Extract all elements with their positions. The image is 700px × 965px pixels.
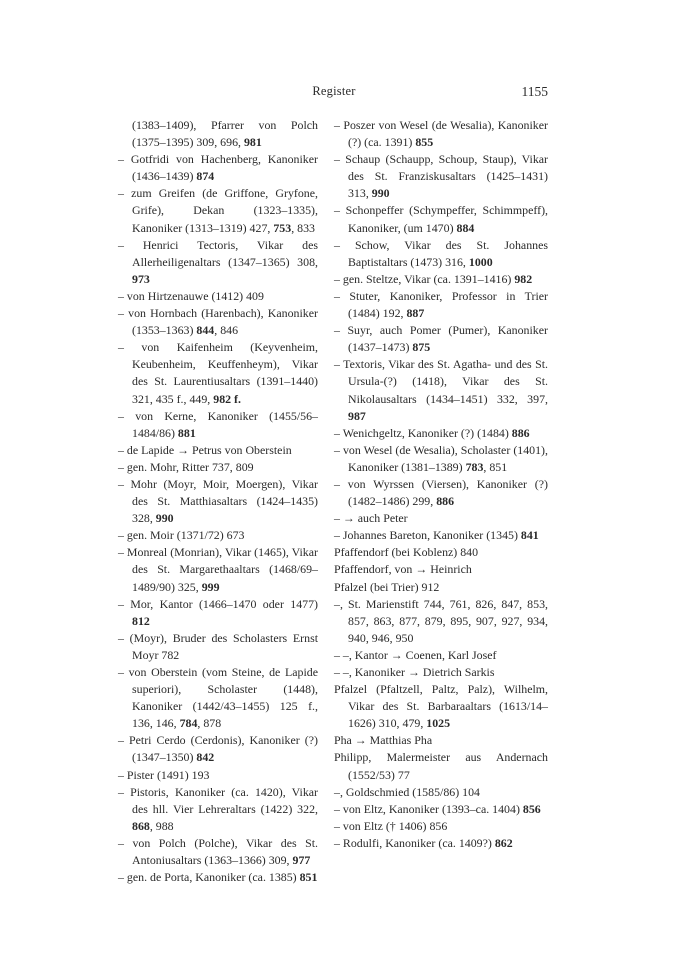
entry-text: – Wenichgeltz, Kanoniker (?) (1484)	[334, 425, 512, 440]
entry-page-refs: , 851	[483, 459, 508, 474]
entry-text: – gen. de Porta, Kanoniker (ca. 1385)	[118, 870, 300, 885]
index-entry	[118, 305, 318, 339]
entry-main-page-ref: 999	[201, 579, 220, 594]
running-head	[120, 84, 548, 102]
right-index-column	[334, 117, 548, 852]
index-entry	[118, 527, 318, 544]
entry-text: –, St. Marienstift 744, 761, 826, 847, 853, 857, 863, 877, 879, 895, 907, 927, 934, 940, 946, 950	[334, 596, 548, 645]
entry-text: – Schonpeffer (Schympeffer, Schimmpeff), Kanoniker, (um 1470)	[334, 203, 548, 235]
index-entry	[334, 681, 548, 732]
entry-main-page-ref: 973	[132, 271, 150, 286]
index-entry	[334, 322, 548, 356]
entry-main-page-ref: 887	[406, 306, 425, 321]
entry-text: – von Kaifenheim (Keyvenheim, Keubenheim, Keuffenheym), Vikar des St. Laurentiusaltars (1391–1440) 321, 435 f., 449,	[118, 340, 318, 406]
entry-main-page-ref: 856	[522, 801, 541, 816]
index-entry	[334, 117, 548, 151]
index-entry	[118, 408, 318, 442]
index-entry	[334, 271, 548, 288]
entry-main-page-ref: 990	[371, 186, 390, 201]
entry-text: – Pistoris, Kanoniker (ca. 1420), Vikar des hll. Vier Lehreraltars (1422) 322,	[118, 784, 318, 816]
index-entry	[118, 767, 318, 784]
entry-text: –, Goldschmied (1585/86) 104	[334, 784, 480, 799]
entry-text: – von Oberstein (vom Steine, de Lapide superiori), Scholaster (1448), Kanoniker (1442/43–1455) 125 f., 136, 146,	[118, 665, 318, 731]
page-number: 1155	[521, 84, 548, 99]
entry-text: – Gotfridi von Hachenberg, Kanoniker (1436–1439)	[118, 152, 318, 184]
index-entry	[334, 425, 548, 442]
index-entry	[334, 664, 548, 681]
index-entry	[118, 596, 318, 630]
index-entry	[118, 630, 318, 664]
entry-text: – von Eltz († 1406) 856	[334, 818, 448, 833]
running-head-title: Register	[312, 84, 356, 98]
index-entry	[334, 442, 548, 476]
entry-text: Pfalzel (bei Trier) 912	[334, 579, 440, 594]
index-entry	[334, 732, 548, 749]
entry-main-page-ref: 886	[511, 425, 530, 440]
index-entry	[118, 459, 318, 476]
entry-main-page-ref: 855	[415, 135, 434, 150]
entry-main-page-ref: 841	[520, 528, 539, 543]
entry-main-page-ref: 987	[348, 408, 366, 423]
index-entry	[334, 527, 548, 544]
entry-text: – Schow, Vikar des St. Johannes Baptistaltars (1473) 316,	[334, 237, 548, 269]
index-entry	[334, 596, 548, 647]
index-entry	[334, 801, 548, 818]
entry-main-page-ref: 753	[273, 220, 292, 235]
entry-text: – Mor, Kantor (1466–1470 oder 1477)	[118, 596, 318, 611]
index-entry	[334, 579, 548, 596]
entry-text: – gen. Moir (1371/72) 673	[118, 528, 245, 543]
entry-text: – Stuter, Kanoniker, Professor in Trier (1484) 192,	[334, 288, 548, 321]
entry-text: – von Eltz, Kanoniker (1393–ca. 1404)	[334, 801, 523, 816]
entry-text: – Petri Cerdo (Cerdonis), Kanoniker (?) (1347–1350)	[118, 733, 318, 765]
entry-main-page-ref: 990	[155, 511, 174, 526]
entry-main-page-ref: 1025	[426, 716, 451, 731]
entry-text: Pfalzel (Pfaltzell, Paltz, Palz), Wilhelm, Vikar des St. Barbaraaltars (1613/14–1626) 310, 479,	[334, 682, 548, 731]
index-entry	[118, 151, 318, 185]
entry-main-page-ref: 784	[179, 716, 198, 731]
entry-page-refs: , 878	[197, 716, 222, 731]
entry-text: Pfaffendorf, von → Heinrich	[334, 562, 472, 577]
entry-text: – von Wesel (de Wesalia), Scholaster (1401), Kanoniker (1381–1389)	[334, 442, 548, 474]
entry-text: – von Polch (Polche), Vikar des St. Antoniusaltars (1363–1366) 309,	[118, 835, 318, 868]
entry-main-page-ref: 982	[514, 271, 533, 286]
index-entry	[334, 237, 548, 271]
entry-text: – Johannes Bareton, Kanoniker (1345)	[334, 528, 521, 543]
entry-main-page-ref: 812	[132, 613, 150, 628]
index-entry	[334, 288, 548, 322]
entry-text: – –, Kantor → Coenen, Karl Josef	[334, 647, 497, 662]
index-entry	[334, 544, 548, 561]
entry-main-page-ref: 977	[292, 853, 311, 868]
entry-text: – Suyr, auch Pomer (Pumer), Kanoniker (1437–1473)	[334, 323, 548, 355]
index-entry	[334, 647, 548, 664]
index-entry	[118, 288, 318, 305]
index-entry	[334, 561, 548, 578]
entry-text: – Mohr (Moyr, Moir, Moergen), Vikar des St. Matthiasaltars (1424–1435) 328,	[118, 476, 318, 526]
entry-text: – von Kerne, Kanoniker (1455/56–1484/86)	[118, 408, 318, 440]
entry-text: Pha → Matthias Pha	[334, 733, 433, 748]
entry-text: – Monreal (Monrian), Vikar (1465), Vikar des St. Margarethaaltars (1468/69–1489/90) 325,	[118, 545, 318, 594]
entry-text: – (Moyr), Bruder des Scholasters Ernst Moyr 782	[118, 630, 318, 662]
entry-text: – gen. Steltze, Vikar (ca. 1391–1416)	[334, 271, 515, 286]
entry-main-page-ref: 981	[243, 135, 262, 150]
entry-main-page-ref: 844	[196, 323, 215, 338]
entry-main-page-ref: 851	[299, 870, 318, 885]
entry-text: (1383–1409), Pfarrer von Polch (1375–1395) 309, 696,	[132, 118, 318, 150]
index-entry	[118, 835, 318, 869]
entry-text: – zum Greifen (de Griffone, Gryfone, Grife), Dekan (1323–1335), Kanoniker (1313–1319) 427,	[118, 186, 318, 235]
entry-main-page-ref: 886	[436, 494, 455, 509]
entry-page-refs: , 846	[214, 323, 239, 338]
entry-main-page-ref: 884	[456, 220, 475, 235]
index-entry	[334, 202, 548, 236]
entry-text: – Poszer von Wesel (de Wesalia), Kanoniker (?) (ca. 1391)	[334, 118, 548, 150]
index-entry	[118, 442, 318, 459]
entry-text: – von Hirtzenauwe (1412) 409	[118, 288, 264, 303]
index-entry	[334, 818, 548, 835]
index-entry	[118, 476, 318, 527]
entry-text: – gen. Mohr, Ritter 737, 809	[118, 459, 254, 474]
entry-page-refs: , 988	[149, 818, 174, 833]
entry-main-page-ref: 982 f.	[213, 391, 241, 406]
index-entry	[334, 749, 548, 783]
index-entry	[334, 151, 548, 202]
entry-main-page-ref: 783	[465, 459, 484, 474]
index-entry	[118, 339, 318, 407]
entry-text: – Textoris, Vikar des St. Agatha- und des St. Ursula-(?) (1418), Vikar des St. Nikolausaltars (1434–1451) 332, 397,	[334, 357, 548, 406]
index-entry	[334, 784, 548, 801]
entry-text: – von Hornbach (Harenbach), Kanoniker (1353–1363)	[118, 306, 318, 338]
entry-main-page-ref: 881	[177, 425, 196, 440]
index-entry	[118, 117, 318, 151]
index-entry	[118, 784, 318, 835]
entry-text: Philipp, Malermeister aus Andernach (1552/53) 77	[334, 750, 548, 782]
entry-main-page-ref: 874	[196, 169, 215, 184]
index-entry	[118, 732, 318, 766]
entry-main-page-ref: 1000	[468, 254, 493, 269]
entry-text: – von Wyrssen (Viersen), Kanoniker (?) (1482–1486) 299,	[334, 476, 548, 509]
entry-main-page-ref: 868	[132, 818, 150, 833]
entry-text: – de Lapide → Petrus von Oberstein	[118, 442, 292, 457]
entry-text: – Henrici Tectoris, Vikar des Allerheiligenaltars (1347–1365) 308,	[118, 237, 318, 269]
entry-text: – –, Kanoniker → Dietrich Sarkis	[334, 665, 495, 679]
entry-text: – → auch Peter	[334, 511, 408, 526]
index-entry	[118, 237, 318, 288]
index-entry	[334, 510, 548, 527]
entry-text: – Pister (1491) 193	[118, 767, 210, 782]
entry-text: Pfaffendorf (bei Koblenz) 840	[334, 545, 479, 560]
left-index-column	[118, 117, 318, 886]
entry-main-page-ref: 875	[412, 340, 431, 355]
entry-text: – Schaup (Schaupp, Schoup, Staup), Vikar des St. Franziskusaltars (1425–1431) 313,	[334, 152, 548, 201]
entry-text: – Rodulfi, Kanoniker (ca. 1409?)	[334, 835, 495, 850]
index-entry	[334, 476, 548, 510]
index-entry	[334, 356, 548, 424]
index-entry	[118, 664, 318, 732]
entry-main-page-ref: 862	[494, 835, 513, 850]
index-entry	[118, 869, 318, 886]
index-entry	[118, 544, 318, 595]
index-entry	[118, 185, 318, 236]
entry-main-page-ref: 842	[196, 750, 215, 765]
entry-page-refs: , 833	[291, 220, 315, 235]
index-entry	[334, 835, 548, 852]
